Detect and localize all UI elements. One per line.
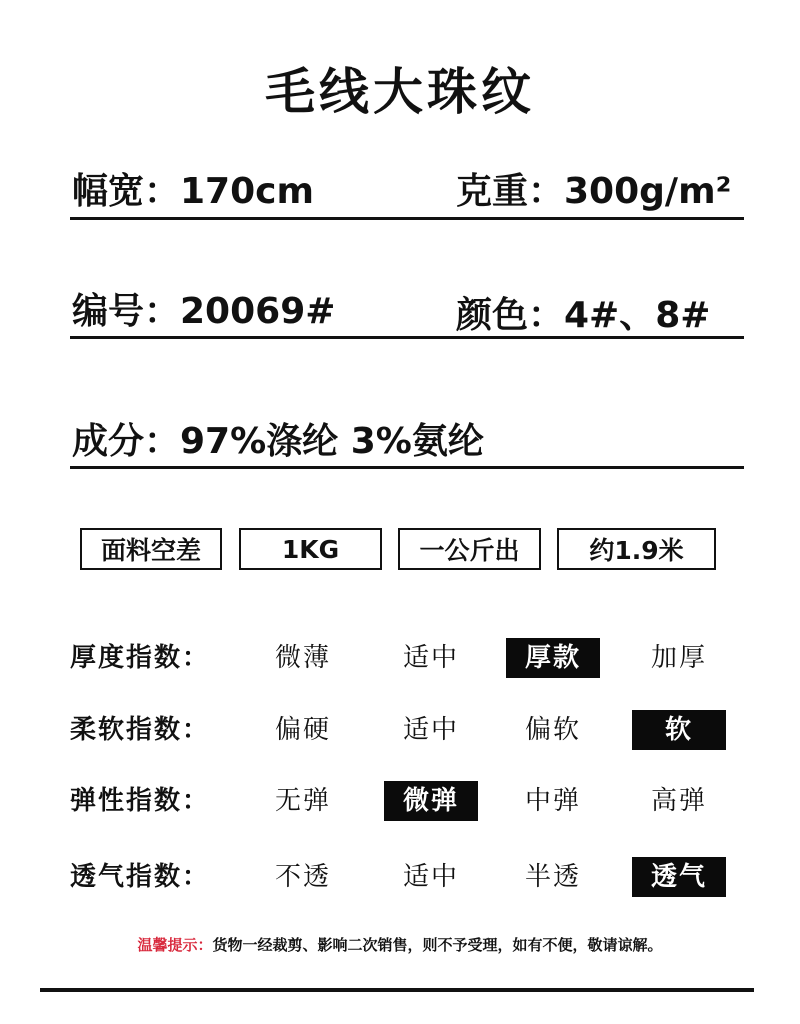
divider xyxy=(70,217,744,220)
index-option-softness-selected: 软 xyxy=(632,710,726,750)
index-option-softness: 适中 xyxy=(402,715,459,745)
index-option-thickness: 加厚 xyxy=(650,643,707,673)
index-option-softness: 偏软 xyxy=(524,715,581,745)
spec-width: 幅宽：170cm xyxy=(72,171,314,212)
index-option-elasticity: 高弹 xyxy=(650,786,707,816)
index-option-breathability-selected: 透气 xyxy=(632,857,726,897)
index-option-elasticity-selected: 微弹 xyxy=(384,781,478,821)
index-option-elasticity: 中弹 xyxy=(524,786,581,816)
index-option-breathability: 半透 xyxy=(524,862,581,892)
info-box-tolerance: 面料空差 xyxy=(80,528,222,570)
index-label-softness: 柔软指数： xyxy=(70,715,211,745)
index-label-breathability: 透气指数： xyxy=(70,862,211,892)
index-label-thickness: 厚度指数： xyxy=(70,643,211,673)
index-option-elasticity: 无弹 xyxy=(274,786,331,816)
bottom-divider xyxy=(40,988,754,992)
notice xyxy=(0,934,800,955)
info-box-weight: 1KG xyxy=(239,528,382,570)
spec-code: 编号：20069# xyxy=(72,291,336,332)
index-option-thickness: 微薄 xyxy=(274,643,331,673)
index-label-elasticity: 弹性指数： xyxy=(70,786,211,816)
spec-color: 颜色：4#、8# xyxy=(456,295,711,336)
index-option-thickness-selected: 厚款 xyxy=(506,638,600,678)
notice-prefix: 温馨提示： xyxy=(137,936,213,954)
index-option-softness: 偏硬 xyxy=(274,715,331,745)
spec-composition: 成分：97%涤纶 3%氨纶 xyxy=(72,421,484,462)
divider xyxy=(70,336,744,339)
divider xyxy=(70,466,744,469)
info-box-per-kg: 一公斤出 xyxy=(398,528,541,570)
info-box-length: 约1.9米 xyxy=(557,528,716,570)
index-option-thickness: 适中 xyxy=(402,643,459,673)
index-option-breathability: 不透 xyxy=(274,862,331,892)
spec-weight: 克重：300g/m² xyxy=(456,171,732,212)
page-title: 毛线大珠纹 xyxy=(265,63,535,121)
index-option-breathability: 适中 xyxy=(402,862,459,892)
notice-text: 货物一经裁剪、影响二次销售，则不予受理，如有不便，敬请谅解。 xyxy=(212,936,663,954)
